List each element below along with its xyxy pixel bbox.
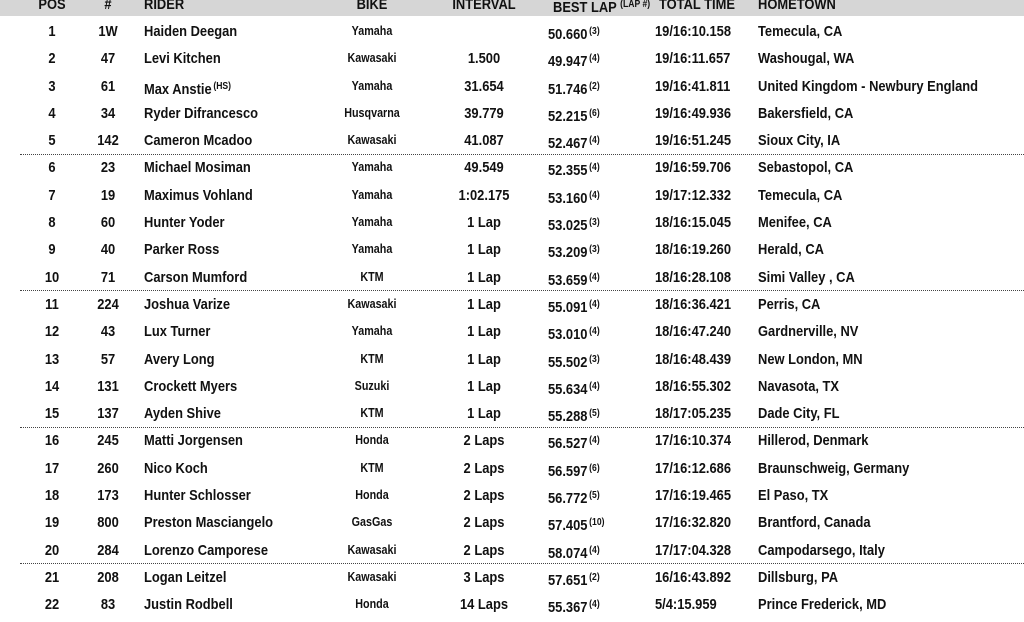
- table-row: [0, 400, 1024, 427]
- pos-cell: 2: [48, 50, 56, 68]
- pos-cell: 16: [44, 432, 60, 450]
- interval-cell: [439, 18, 528, 45]
- hometown-cell: United Kingdom - Newbury England: [758, 77, 979, 95]
- number-cell: 23: [100, 159, 116, 177]
- hometown-cell: Brantford, Canada: [758, 514, 871, 532]
- table-row: [0, 154, 1024, 181]
- rider-cell: [144, 100, 307, 127]
- total-time-cell: 18/16:15.045: [655, 214, 732, 232]
- hometown-cell: El Paso, TX: [758, 487, 829, 505]
- best-lap-cell: [548, 73, 634, 100]
- rider-cell: [144, 482, 307, 509]
- pos-cell: 8: [48, 214, 56, 232]
- number-cell: 208: [97, 568, 119, 586]
- best-lap-time: 56.527: [548, 435, 588, 453]
- interval-cell: 3 Laps: [463, 568, 505, 586]
- bike-cell: Kawasaki: [347, 569, 397, 584]
- interval-cell: 1.500: [467, 50, 501, 68]
- best-lap-number: (4): [589, 189, 600, 201]
- bike-cell: Suzuki: [354, 378, 390, 393]
- bike-cell: Yamaha: [351, 160, 393, 175]
- hometown-cell: Braunschweig, Germany: [758, 459, 910, 477]
- rider-name: Michael Mosiman: [144, 159, 251, 177]
- interval-cell: 2 Laps: [463, 432, 505, 450]
- number-cell: 34: [100, 104, 116, 122]
- number-cell: 142: [97, 132, 119, 150]
- interval-cell: 1 Lap: [467, 241, 501, 259]
- rider-cell: [144, 537, 307, 564]
- total-time-cell: 18/17:05.235: [655, 405, 732, 423]
- bike-cell: Yamaha: [351, 187, 393, 202]
- hometown-cell: Washougal, WA: [758, 50, 855, 68]
- total-time-cell: 18/16:19.260: [655, 241, 732, 259]
- header-best-lap-label: BEST LAP: [553, 0, 617, 16]
- total-time-cell: 19/16:51.245: [655, 132, 732, 150]
- rider-name: Max Anstie: [144, 80, 212, 98]
- pos-cell: 17: [44, 459, 60, 477]
- rider-name: Matti Jorgensen: [144, 432, 243, 450]
- hometown-cell: Temecula, CA: [758, 186, 843, 204]
- total-time-cell: 19/16:49.936: [655, 104, 732, 122]
- interval-cell: 2 Laps: [463, 541, 505, 559]
- table-row: [0, 100, 1024, 127]
- pos-cell: 1: [48, 23, 56, 40]
- interval-cell: 1 Lap: [467, 350, 501, 368]
- best-lap-time: 49.947: [548, 53, 588, 71]
- best-lap-cell: [548, 100, 634, 127]
- hometown-cell: Sioux City, IA: [758, 132, 841, 150]
- table-row: [0, 18, 1024, 45]
- table-row: [0, 73, 1024, 100]
- best-lap-time: 55.634: [548, 380, 588, 398]
- bike-cell: Honda: [355, 597, 389, 612]
- best-lap-time: 53.010: [548, 326, 588, 344]
- number-cell: 57: [100, 350, 116, 368]
- bike-cell: Husqvarna: [344, 105, 400, 120]
- rider-name: Crockett Myers: [144, 377, 238, 395]
- pos-cell: 18: [44, 487, 60, 505]
- best-lap-cell: [548, 591, 634, 618]
- best-lap-cell: [548, 154, 634, 181]
- bike-cell: Honda: [355, 433, 389, 448]
- best-lap-cell: [548, 209, 634, 236]
- interval-cell: 1 Lap: [467, 405, 501, 423]
- best-lap-time: 58.074: [548, 544, 588, 562]
- best-lap-time: 57.651: [548, 571, 588, 589]
- rider-cell: [144, 400, 307, 427]
- best-lap-cell: [548, 346, 634, 373]
- best-lap-number: (3): [589, 217, 600, 229]
- best-lap-cell: [548, 564, 634, 591]
- total-time-cell: 18/16:28.108: [655, 268, 732, 286]
- rider-cell: [144, 564, 307, 591]
- rider-cell: [144, 45, 307, 72]
- rider-cell: [144, 346, 307, 373]
- number-cell: 137: [97, 405, 119, 423]
- header-interval: INTERVAL: [452, 0, 516, 13]
- rider-name: Levi Kitchen: [144, 50, 221, 68]
- number-cell: 43: [100, 323, 116, 341]
- bike-cell: KTM: [360, 351, 384, 366]
- total-time-cell: 18/16:47.240: [655, 323, 732, 341]
- pos-cell: 12: [44, 323, 60, 341]
- table-row: [0, 127, 1024, 154]
- total-time-cell: 19/17:12.332: [655, 186, 732, 204]
- best-lap-cell: [548, 373, 634, 400]
- rider-cell: [144, 154, 307, 181]
- best-lap-cell: [548, 127, 634, 154]
- rider-name: Cameron Mcadoo: [144, 132, 253, 150]
- bike-cell: Yamaha: [351, 215, 393, 230]
- best-lap-number: (2): [589, 80, 600, 92]
- bike-cell: Yamaha: [351, 242, 393, 257]
- pos-cell: 15: [44, 405, 60, 423]
- best-lap-number: (4): [589, 53, 600, 65]
- best-lap-time: 52.467: [548, 135, 588, 153]
- best-lap-number: (3): [589, 244, 600, 256]
- hometown-cell: Bakersfield, CA: [758, 104, 854, 122]
- rider-name: Ayden Shive: [144, 405, 221, 423]
- rider-name: Hunter Yoder: [144, 214, 225, 232]
- bike-cell: KTM: [360, 460, 384, 475]
- best-lap-cell: [548, 264, 634, 291]
- best-lap-number: (6): [589, 462, 600, 474]
- table-row: [0, 264, 1024, 291]
- total-time-cell: 16/16:43.892: [655, 568, 732, 586]
- table-row: [0, 509, 1024, 536]
- table-row: [0, 455, 1024, 482]
- number-cell: 260: [97, 459, 119, 477]
- best-lap-time: 55.091: [548, 298, 588, 316]
- best-lap-number: (4): [589, 326, 600, 338]
- hometown-cell: Prince Frederick, MD: [758, 596, 887, 614]
- number-cell: 800: [97, 514, 119, 532]
- best-lap-time: 55.502: [548, 353, 588, 371]
- hometown-cell: Dillsburg, PA: [758, 568, 839, 586]
- table-row: [0, 291, 1024, 318]
- rider-name: Justin Rodbell: [144, 596, 233, 614]
- header-rider: RIDER: [144, 0, 185, 13]
- best-lap-number: (5): [589, 490, 600, 502]
- header-best-lap: [553, 0, 650, 18]
- best-lap-cell: [548, 182, 634, 209]
- table-row: [0, 182, 1024, 209]
- rider-name: Avery Long: [144, 350, 215, 368]
- table-row: [0, 591, 1024, 618]
- rider-name: Hunter Schlosser: [144, 487, 251, 505]
- bike-cell: KTM: [360, 269, 384, 284]
- hometown-cell: Gardnerville, NV: [758, 323, 859, 341]
- rider-name: Lux Turner: [144, 323, 211, 341]
- hometown-cell: Temecula, CA: [758, 23, 843, 40]
- hometown-cell: Perris, CA: [758, 295, 821, 313]
- rider-cell: [144, 209, 307, 236]
- best-lap-cell: [548, 455, 634, 482]
- hometown-cell: Dade City, FL: [758, 405, 840, 423]
- interval-cell: 31.654: [464, 77, 504, 95]
- table-row: [0, 209, 1024, 236]
- best-lap-cell: [548, 427, 634, 454]
- pos-cell: 20: [44, 541, 60, 559]
- table-row: [0, 427, 1024, 454]
- number-cell: 83: [100, 596, 116, 614]
- table-row: [0, 537, 1024, 564]
- table-row: [0, 318, 1024, 345]
- interval-cell: 1 Lap: [467, 268, 501, 286]
- bike-cell: Kawasaki: [347, 51, 397, 66]
- bike-cell: Yamaha: [351, 324, 393, 339]
- best-lap-cell: [548, 291, 634, 318]
- rider-cell: [144, 182, 307, 209]
- number-cell: 173: [97, 487, 119, 505]
- bike-cell: KTM: [360, 406, 384, 421]
- bike-cell: GasGas: [351, 515, 393, 530]
- best-lap-time: 55.288: [548, 408, 588, 426]
- interval-cell: 49.549: [464, 159, 504, 177]
- rider-cell: [144, 373, 307, 400]
- pos-cell: 13: [44, 350, 60, 368]
- interval-cell: 39.779: [464, 104, 504, 122]
- best-lap-number: (2): [589, 571, 600, 583]
- header-hometown: HOMETOWN: [758, 0, 836, 13]
- rider-cell: [144, 73, 307, 100]
- number-cell: 1W: [98, 23, 118, 40]
- rider-cell: [144, 236, 307, 263]
- interval-cell: 1 Lap: [467, 323, 501, 341]
- pos-cell: 4: [48, 104, 56, 122]
- rider-name: Joshua Varize: [144, 295, 231, 313]
- rider-name: Lorenzo Camporese: [144, 541, 269, 559]
- header-total-time: TOTAL TIME: [659, 0, 735, 13]
- rider-class-tag: (HS): [213, 80, 232, 92]
- number-cell: 40: [100, 241, 116, 259]
- interval-cell: 1 Lap: [467, 214, 501, 232]
- total-time-cell: 17/17:04.328: [655, 541, 732, 559]
- rider-name: Nico Koch: [144, 459, 208, 477]
- best-lap-time: 51.746: [548, 80, 588, 98]
- interval-cell: 2 Laps: [463, 459, 505, 477]
- best-lap-time: 55.367: [548, 599, 588, 617]
- pos-cell: 5: [48, 132, 56, 150]
- best-lap-number: (4): [589, 135, 600, 147]
- interval-cell: 2 Laps: [463, 514, 505, 532]
- interval-cell: 14 Laps: [459, 596, 509, 614]
- total-time-cell: 17/16:10.374: [655, 432, 732, 450]
- table-row: [0, 482, 1024, 509]
- rider-name: Parker Ross: [144, 241, 220, 259]
- number-cell: 71: [100, 268, 116, 286]
- pos-cell: 11: [45, 295, 59, 313]
- hometown-cell: Menifee, CA: [758, 214, 832, 232]
- rider-cell: [144, 127, 307, 154]
- table-row: [0, 346, 1024, 373]
- best-lap-time: 57.405: [548, 517, 588, 535]
- bike-cell: Kawasaki: [347, 133, 397, 148]
- number-cell: 245: [97, 432, 119, 450]
- results-table: [0, 18, 1024, 619]
- best-lap-time: 56.597: [548, 462, 588, 480]
- best-lap-time: 56.772: [548, 490, 588, 508]
- rider-cell: [144, 291, 307, 318]
- best-lap-cell: [548, 509, 634, 536]
- pos-cell: 7: [48, 186, 56, 204]
- table-header: [0, 0, 1024, 16]
- interval-cell: 2 Laps: [463, 487, 505, 505]
- total-time-cell: 17/16:32.820: [655, 514, 732, 532]
- best-lap-time: 53.025: [548, 217, 588, 235]
- rider-name: Carson Mumford: [144, 268, 248, 286]
- rider-cell: [144, 509, 307, 536]
- pos-cell: 22: [44, 596, 60, 614]
- hometown-cell: Navasota, TX: [758, 377, 840, 395]
- number-cell: 284: [97, 541, 119, 559]
- best-lap-number: (4): [589, 544, 600, 556]
- best-lap-time: 53.160: [548, 189, 588, 207]
- total-time-cell: 18/16:48.439: [655, 350, 732, 368]
- number-cell: 19: [100, 186, 116, 204]
- number-cell: 47: [100, 50, 116, 68]
- best-lap-time: 52.355: [548, 162, 588, 180]
- pos-cell: 10: [44, 268, 60, 286]
- number-cell: 61: [100, 77, 116, 95]
- hometown-cell: Campodarsego, Italy: [758, 541, 885, 559]
- hometown-cell: Simi Valley , CA: [758, 268, 855, 286]
- header-lap-number-label: (LAP #): [620, 0, 651, 10]
- hometown-cell: New London, MN: [758, 350, 863, 368]
- total-time-cell: 19/16:41.811: [655, 77, 731, 95]
- table-row: [0, 236, 1024, 263]
- rider-cell: [144, 591, 307, 618]
- total-time-cell: 17/16:12.686: [655, 459, 732, 477]
- best-lap-number: (10): [589, 517, 605, 529]
- table-row: [0, 45, 1024, 72]
- bike-cell: Yamaha: [351, 24, 393, 38]
- total-time-cell: 19/16:11.657: [655, 50, 731, 68]
- rider-name: Maximus Vohland: [144, 186, 253, 204]
- table-row: [0, 564, 1024, 591]
- best-lap-time: 53.659: [548, 271, 588, 289]
- rider-name: Haiden Deegan: [144, 23, 238, 40]
- best-lap-cell: [548, 537, 634, 564]
- total-time-cell: 18/16:36.421: [655, 295, 732, 313]
- pos-cell: 6: [48, 159, 56, 177]
- best-lap-number: (4): [589, 599, 600, 611]
- best-lap-number: (3): [589, 26, 600, 37]
- best-lap-cell: [548, 400, 634, 427]
- total-time-cell: 18/16:55.302: [655, 377, 732, 395]
- header-pos: POS: [38, 0, 66, 13]
- best-lap-time: 50.660: [548, 26, 588, 43]
- best-lap-cell: [548, 18, 634, 45]
- best-lap-cell: [548, 236, 634, 263]
- bike-cell: Kawasaki: [347, 296, 397, 311]
- total-time-cell: 5/4:15.959: [655, 596, 717, 614]
- interval-cell: 1:02.175: [458, 186, 510, 204]
- best-lap-number: (4): [589, 435, 600, 447]
- rider-name: Preston Masciangelo: [144, 514, 274, 532]
- header-number: #: [104, 0, 112, 13]
- rider-name: Ryder Difrancesco: [144, 104, 259, 122]
- pos-cell: 14: [44, 377, 60, 395]
- best-lap-number: (4): [589, 298, 600, 310]
- rider-name: Logan Leitzel: [144, 568, 227, 586]
- hometown-cell: Sebastopol, CA: [758, 159, 854, 177]
- rider-cell: [144, 427, 307, 454]
- total-time-cell: 19/16:59.706: [655, 159, 732, 177]
- best-lap-number: (5): [589, 408, 600, 420]
- total-time-cell: 17/16:19.465: [655, 487, 732, 505]
- rider-cell: [144, 18, 307, 45]
- interval-cell: 1 Lap: [467, 295, 501, 313]
- rider-cell: [144, 455, 307, 482]
- number-cell: 60: [100, 214, 116, 232]
- best-lap-cell: [548, 45, 634, 72]
- pos-cell: 3: [48, 77, 56, 95]
- header-bike: BIKE: [356, 0, 388, 13]
- interval-cell: 1 Lap: [467, 377, 501, 395]
- best-lap-time: 52.215: [548, 107, 588, 125]
- hometown-cell: Herald, CA: [758, 241, 824, 259]
- bike-cell: Yamaha: [351, 78, 393, 93]
- interval-cell: 41.087: [464, 132, 504, 150]
- pos-cell: 9: [48, 241, 56, 259]
- best-lap-cell: [548, 318, 634, 345]
- bike-cell: Kawasaki: [347, 542, 397, 557]
- bike-cell: Honda: [355, 488, 389, 503]
- pos-cell: 19: [44, 514, 60, 532]
- best-lap-cell: [548, 482, 634, 509]
- best-lap-number: (3): [589, 353, 600, 365]
- hometown-cell: Hillerod, Denmark: [758, 432, 869, 450]
- table-row: [0, 373, 1024, 400]
- number-cell: 131: [97, 377, 119, 395]
- best-lap-number: (6): [589, 107, 600, 119]
- best-lap-number: (4): [589, 380, 600, 392]
- total-time-cell: 19/16:10.158: [655, 23, 732, 40]
- best-lap-number: (4): [589, 162, 600, 174]
- best-lap-number: (4): [589, 271, 600, 283]
- rider-cell: [144, 318, 307, 345]
- pos-cell: 21: [44, 568, 60, 586]
- best-lap-time: 53.209: [548, 244, 588, 262]
- rider-cell: [144, 264, 307, 291]
- number-cell: 224: [97, 295, 119, 313]
